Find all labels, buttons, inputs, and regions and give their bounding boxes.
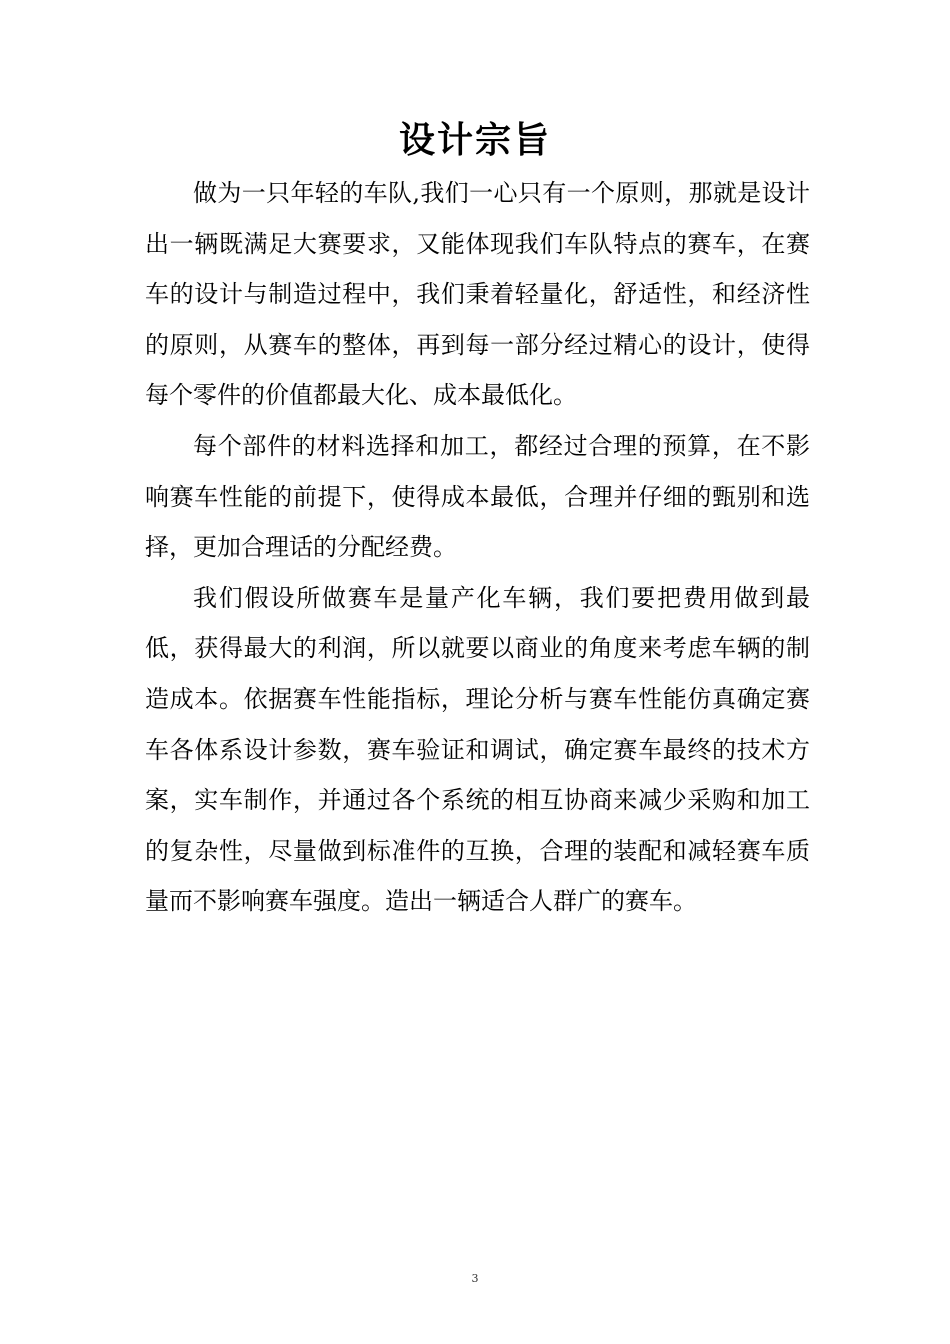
document-body — [145, 168, 810, 927]
paragraph-production-cost: 我们假设所做赛车是量产化车辆，我们要把费用做到最低，获得最大的利润，所以就要以商业的角度来考虑车辆的制造成本。依据赛车性能指标，理论分析与赛车性能仿真确定赛车各体系设计参数，赛车验证和调试，确定赛车最终的技术方案，实车制作，并通过各个系统的相互协商来减少采购和加工的复杂性，尽量做到标准件的互换，合理的装配和减轻赛车质量而不影响赛车强度。造出一辆适合人群广的赛车。 — [145, 583, 810, 916]
paragraph-design-principle: 做为一只年轻的车队,我们一心只有一个原则，那就是设计出一辆既满足大赛要求，又能体现我们车队特点的赛车，在赛车的设计与制造过程中，我们秉着轻量化，舒适性，和经济性的原则，从赛车的整体，再到每一部分经过精心的设计，使得每个零件的价值都最大化、成本最低化。 — [145, 179, 810, 410]
page-title: 设计宗旨 — [398, 119, 551, 161]
paragraph-material-budget: 每个部件的材料选择和加工，都经过合理的预算，在不影响赛车性能的前提下，使得成本最低，合理并仔细的甄别和选择，更加合理话的分配经费。 — [145, 431, 810, 562]
page-number: 3 — [471, 1272, 479, 1285]
